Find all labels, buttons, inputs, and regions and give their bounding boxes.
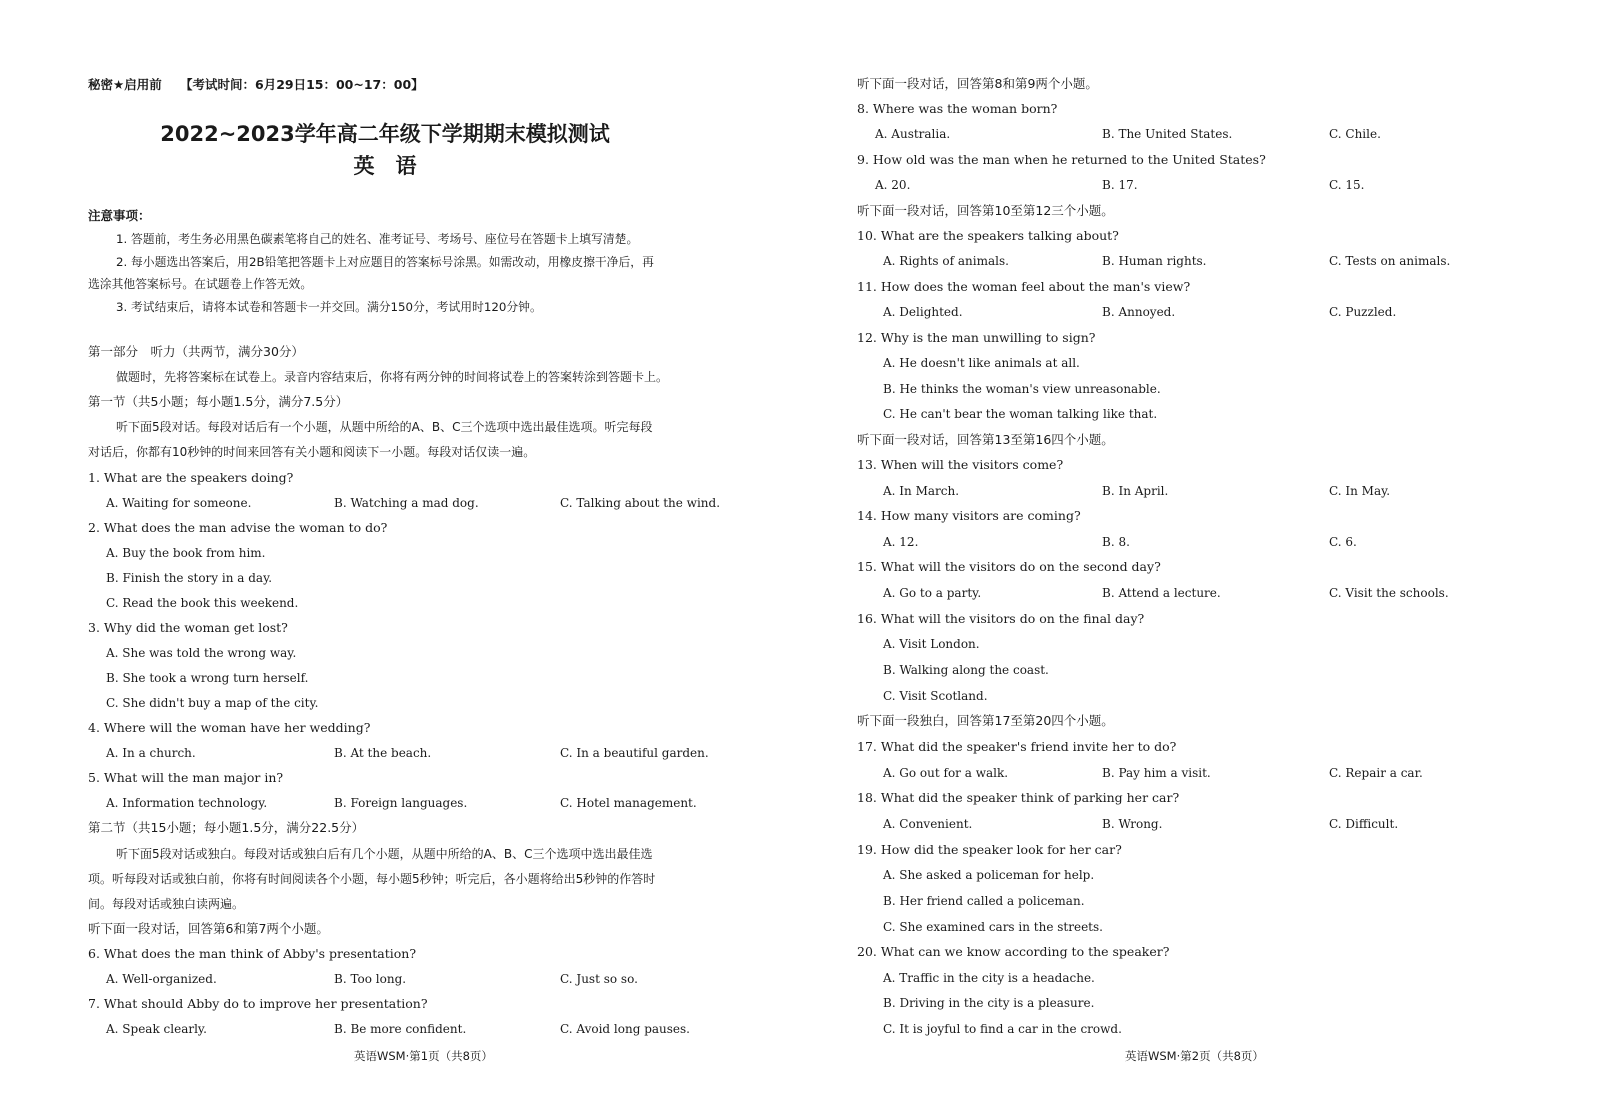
question: 9. How old was the man when he returned to the United States? — [857, 152, 1266, 167]
section2-description: 项。听每段对话或独白前，你将有时间阅读各个小题，每小题5秒钟；听完后，各小题将给出5秒钟的作答时 — [88, 872, 656, 886]
question: 11. How does the woman feel about the man's view? — [857, 279, 1191, 294]
option: C. Just so so. — [560, 972, 638, 986]
option: C. 6. — [1329, 535, 1357, 549]
group-instruction: 听下面一段对话，回答第8和第9两个小题。 — [857, 76, 1098, 91]
option: B. At the beach. — [334, 746, 432, 760]
group-instruction: 听下面一段对话，回答第10至第12三个小题。 — [857, 203, 1114, 218]
question: 5. What will the man major in? — [88, 770, 284, 785]
option: A. In March. — [883, 484, 960, 498]
option: A. Go out for a walk. — [883, 766, 1009, 780]
option: C. Visit the schools. — [1329, 586, 1449, 600]
question: 3. Why did the woman get lost? — [88, 620, 288, 635]
option: A. He doesn't like animals at all. — [883, 356, 1080, 370]
option: B. Walking along the coast. — [883, 663, 1049, 677]
option: A. Buy the book from him. — [106, 546, 266, 560]
option: B. Annoyed. — [1102, 305, 1176, 319]
option: A. Speak clearly. — [106, 1022, 207, 1036]
option: C. Difficult. — [1329, 817, 1399, 831]
option: A. In a church. — [106, 746, 196, 760]
option: B. The United States. — [1102, 127, 1233, 141]
option: B. Foreign languages. — [334, 796, 468, 810]
question: 6. What does the man think of Abby's presentation? — [88, 946, 417, 961]
question: 2. What does the man advise the woman to do? — [88, 520, 388, 535]
option: B. Attend a lecture. — [1102, 586, 1221, 600]
notice-item: 3. 考试结束后，请将本试卷和答题卡一并交回。满分150分，考试用时120分钟。 — [116, 300, 542, 314]
option: B. 17. — [1102, 178, 1138, 192]
option: B. Too long. — [334, 972, 407, 986]
option: C. Repair a car. — [1329, 766, 1423, 780]
option: A. Go to a party. — [883, 586, 982, 600]
option: C. Hotel management. — [560, 796, 697, 810]
option: A. Information technology. — [106, 796, 268, 810]
question: 13. When will the visitors come? — [857, 457, 1064, 472]
section1-description: 对话后，你都有10秒钟的时间来回答有关小题和阅读下一小题。每段对话仅读一遍。 — [88, 445, 536, 459]
option: C. Tests on animals. — [1329, 254, 1451, 268]
option: B. Driving in the city is a pleasure. — [883, 996, 1095, 1010]
exam-title: 2022~2023学年高二年级下学期期末模拟测试 — [160, 122, 610, 146]
question: 19. How did the speaker look for her car? — [857, 842, 1122, 857]
option: C. Avoid long pauses. — [560, 1022, 690, 1036]
notice-item: 选涂其他答案标号。在试题卷上作答无效。 — [88, 277, 313, 291]
option: B. Human rights. — [1102, 254, 1207, 268]
option: B. Wrong. — [1102, 817, 1163, 831]
question: 10. What are the speakers talking about? — [857, 228, 1119, 243]
option: B. Her friend called a policeman. — [883, 894, 1085, 908]
question: 1. What are the speakers doing? — [88, 470, 294, 485]
subject-title: 英 语 — [353, 154, 417, 178]
question: 17. What did the speaker's friend invite her to do? — [857, 739, 1177, 754]
option: A. 20. — [875, 178, 911, 192]
option: C. Chile. — [1329, 127, 1381, 141]
option: C. Puzzled. — [1329, 305, 1397, 319]
page-footer: 英语WSM·第1页（共8页） — [354, 1049, 493, 1063]
option: A. She asked a policeman for help. — [883, 868, 1095, 882]
option: C. 15. — [1329, 178, 1365, 192]
group-instruction: 听下面一段独白，回答第17至第20四个小题。 — [857, 713, 1114, 728]
question: 8. Where was the woman born? — [857, 101, 1058, 116]
option: B. He thinks the woman's view unreasonable. — [883, 382, 1161, 396]
section2-heading: 第二节（共15小题；每小题1.5分，满分22.5分） — [88, 820, 365, 835]
option: C. In May. — [1329, 484, 1391, 498]
section1-description: 听下面5段对话。每段对话后有一个小题，从题中所给的A、B、C三个选项中选出最佳选项。听完每段 — [116, 420, 653, 434]
option: A. She was told the wrong way. — [106, 646, 297, 660]
exam-page-2 — [805, 0, 1610, 1104]
confidential-label: 秘密★启用前 — [88, 77, 162, 92]
option: A. Australia. — [875, 127, 951, 141]
question: 7. What should Abby do to improve her presentation? — [88, 996, 428, 1011]
option: C. He can't bear the woman talking like that. — [883, 407, 1158, 421]
question: 15. What will the visitors do on the second day? — [857, 559, 1161, 574]
question: 20. What can we know according to the speaker? — [857, 944, 1170, 959]
option: C. Visit Scotland. — [883, 689, 988, 703]
group-instruction: 听下面一段对话，回答第6和第7两个小题。 — [88, 921, 329, 936]
option: B. Be more confident. — [334, 1022, 467, 1036]
option: B. She took a wrong turn herself. — [106, 671, 309, 685]
section2-description: 听下面5段对话或独白。每段对话或独白后有几个小题，从题中所给的A、B、C三个选项中选出最佳选 — [116, 847, 653, 861]
option: B. 8. — [1102, 535, 1130, 549]
option: A. Visit London. — [883, 637, 980, 651]
question: 14. How many visitors are coming? — [857, 508, 1081, 523]
option: A. Traffic in the city is a headache. — [883, 971, 1095, 985]
notice-item: 2. 每小题选出答案后，用2B铅笔把答题卡上对应题目的答案标号涂黑。如需改动，用橡皮擦干净后，再 — [116, 255, 654, 269]
question: 16. What will the visitors do on the final day? — [857, 611, 1145, 626]
group-instruction: 听下面一段对话，回答第13至第16四个小题。 — [857, 432, 1114, 447]
option: B. Watching a mad dog. — [334, 496, 479, 510]
option: C. Read the book this weekend. — [106, 596, 299, 610]
page-footer: 英语WSM·第2页（共8页） — [1125, 1049, 1264, 1063]
option: B. In April. — [1102, 484, 1169, 498]
part1-heading: 第一部分 听力（共两节，满分30分） — [88, 344, 304, 359]
question: 12. Why is the man unwilling to sign? — [857, 330, 1096, 345]
option: A. Waiting for someone. — [106, 496, 252, 510]
option: A. Rights of animals. — [883, 254, 1009, 268]
question: 4. Where will the woman have her wedding? — [88, 720, 371, 735]
option: C. It is joyful to find a car in the crowd. — [883, 1022, 1122, 1036]
part1-description: 做题时，先将答案标在试卷上。录音内容结束后，你将有两分钟的时间将试卷上的答案转涂到答题卡上。 — [116, 370, 669, 384]
question: 18. What did the speaker think of parking her car? — [857, 790, 1180, 805]
notice-item: 1. 答题前，考生务必用黑色碳素笔将自己的姓名、准考证号、考场号、座位号在答题卡上填写清楚。 — [116, 232, 639, 246]
option: C. She didn't buy a map of the city. — [106, 696, 319, 710]
option: A. Convenient. — [883, 817, 973, 831]
option: A. 12. — [883, 535, 919, 549]
option: C. Talking about the wind. — [560, 496, 721, 510]
option: B. Pay him a visit. — [1102, 766, 1211, 780]
section1-heading: 第一节（共5小题；每小题1.5分，满分7.5分） — [88, 394, 349, 409]
exam-time: 【考试时间：6月29日15：00~17：00】 — [180, 77, 424, 92]
option: C. She examined cars in the streets. — [883, 920, 1103, 934]
section2-description: 间。每段对话或独白读两遍。 — [88, 897, 245, 911]
option: A. Delighted. — [883, 305, 963, 319]
option: A. Well-organized. — [106, 972, 217, 986]
option: C. In a beautiful garden. — [560, 746, 709, 760]
notice-heading: 注意事项： — [88, 208, 151, 223]
option: B. Finish the story in a day. — [106, 571, 273, 585]
